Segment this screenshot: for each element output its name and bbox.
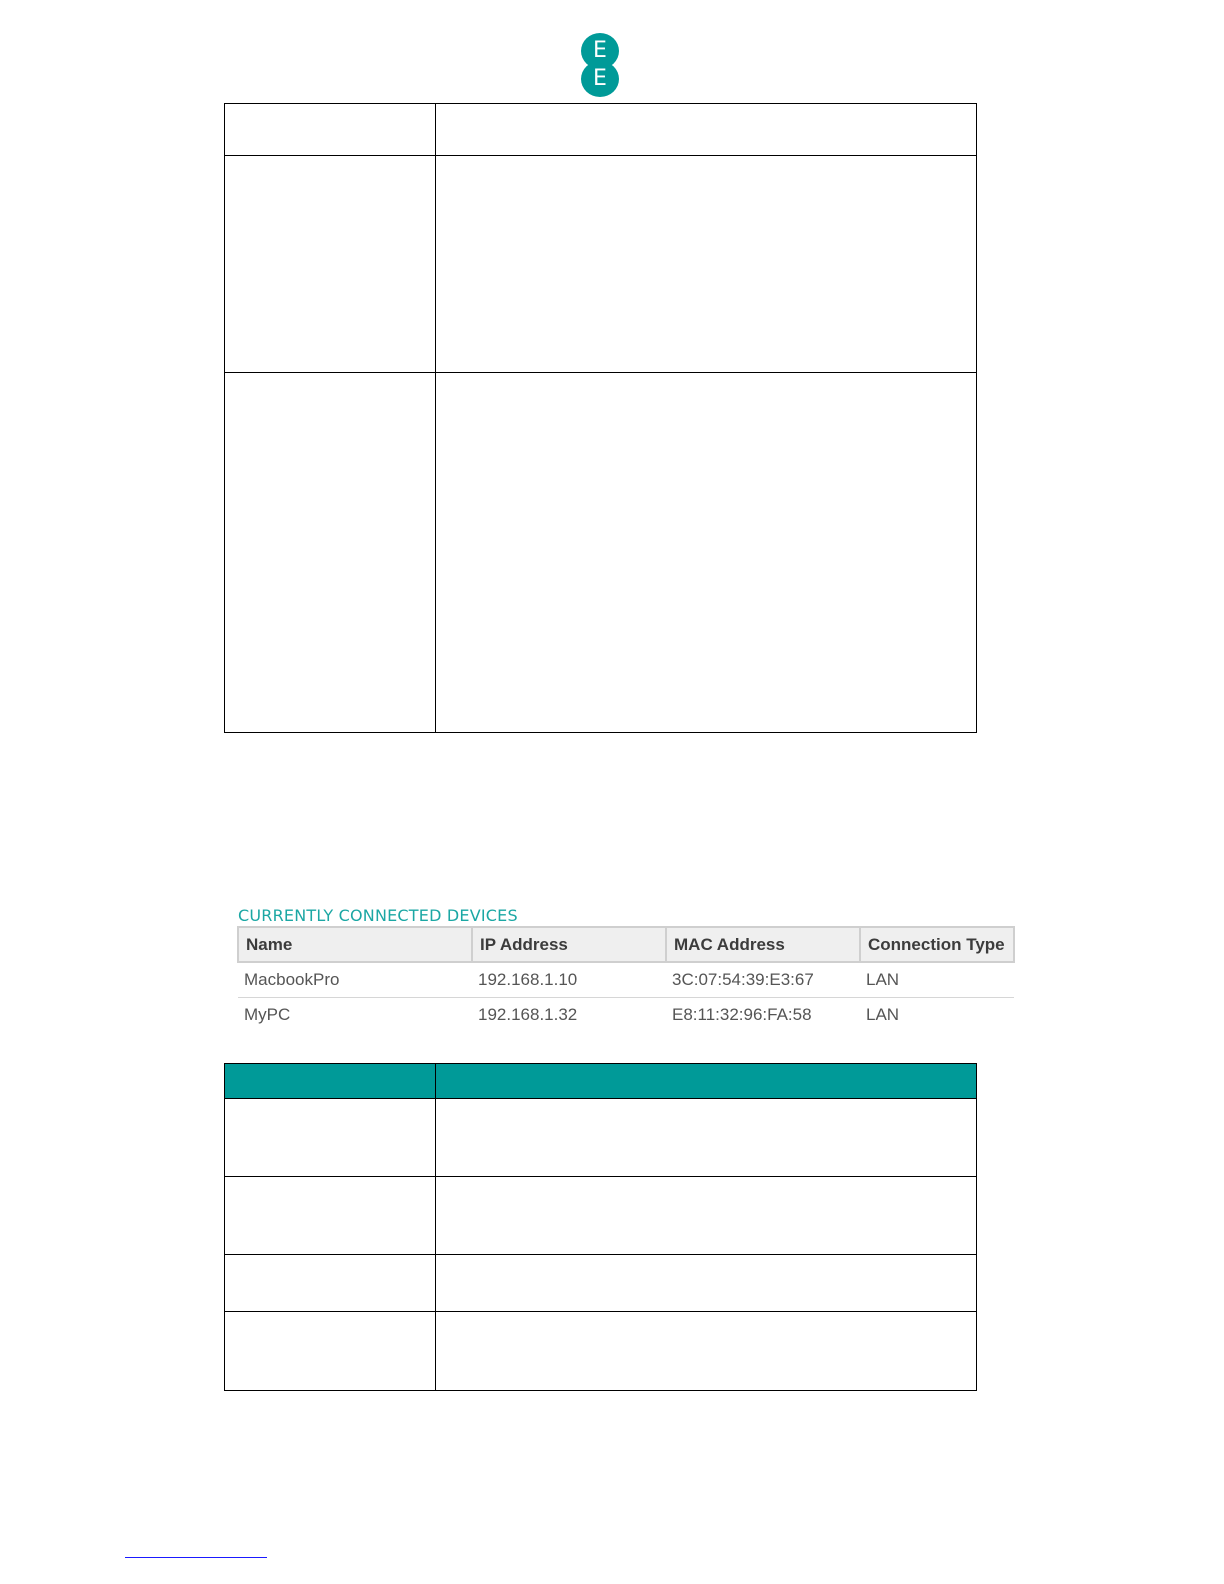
- column-header-name: Name: [238, 927, 472, 962]
- device-connection-type: LAN: [860, 962, 1014, 998]
- table-cell: [225, 156, 436, 373]
- table-cell: [436, 104, 977, 156]
- column-header-ip-address: IP Address: [472, 927, 666, 962]
- device-mac: 3C:07:54:39:E3:67: [666, 962, 860, 998]
- device-connection-type: LAN: [866, 1005, 900, 1024]
- table-row: [225, 1312, 977, 1391]
- table-cell: [225, 104, 436, 156]
- table-cell: [225, 1177, 436, 1255]
- table-row: [238, 998, 1014, 1033]
- footer-link-underline: [125, 1557, 267, 1558]
- table-header-cell: [225, 1064, 436, 1099]
- table-row: [225, 1177, 977, 1255]
- logo-letter-top: E: [593, 38, 607, 63]
- logo-letter-bottom: E: [593, 66, 607, 91]
- table-header-cell: [436, 1064, 977, 1099]
- device-name: MyPC: [244, 1005, 291, 1024]
- settings-description-table: [224, 103, 977, 733]
- table-cell: [436, 1099, 977, 1177]
- table-cell: [225, 1099, 436, 1177]
- device-mac: E8:11:32:96:FA:58: [672, 1005, 812, 1024]
- table-cell: [436, 1177, 977, 1255]
- table-row: [225, 1255, 977, 1312]
- table-cell: [225, 1255, 436, 1312]
- device-name: MacbookPro: [238, 962, 472, 998]
- column-header-mac-address: MAC Address: [666, 927, 860, 962]
- connected-devices-title: CURRENTLY CONNECTED DEVICES: [238, 906, 518, 925]
- devices-header-row: [238, 927, 1014, 962]
- table-cell: [225, 373, 436, 733]
- device-ip: 192.168.1.10: [472, 962, 666, 998]
- table-cell: [436, 1255, 977, 1312]
- table-row: [238, 962, 1014, 998]
- table-row: [225, 156, 977, 373]
- table-header-row: [225, 1064, 977, 1099]
- table-row: [225, 1099, 977, 1177]
- table-row: [225, 373, 977, 733]
- table-row: [225, 104, 977, 156]
- table-cell: [436, 373, 977, 733]
- column-description-table: [224, 1063, 977, 1391]
- table-cell: [225, 1312, 436, 1391]
- table-cell: [436, 156, 977, 373]
- ee-logo: [581, 33, 619, 97]
- column-header-connection-type: Connection Type: [860, 927, 1014, 962]
- device-ip: 192.168.1.32: [478, 1005, 578, 1024]
- connected-devices-table: [237, 926, 1015, 1032]
- table-cell: [436, 1312, 977, 1391]
